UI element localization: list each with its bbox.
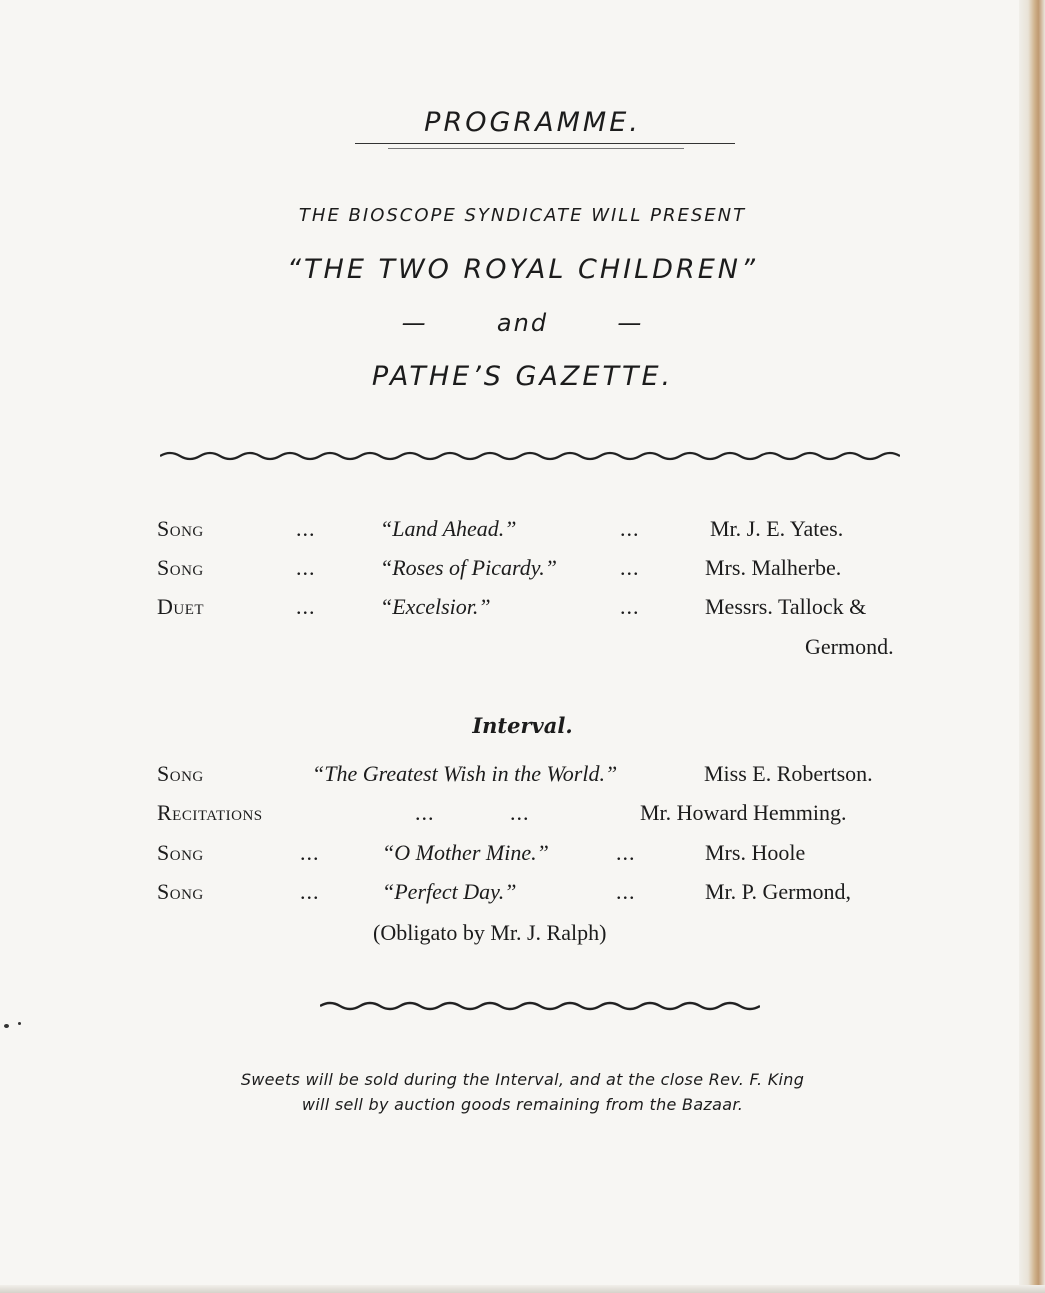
leader-dots: ... (616, 840, 636, 865)
item-type: Song (157, 840, 204, 865)
dash-left: — (401, 309, 428, 337)
obligato-note: (Obligato by Mr. J. Ralph) (373, 920, 607, 945)
leader-dots: ... (620, 594, 640, 619)
programme-heading: PROGRAMME. (424, 107, 641, 138)
item-title: “The Greatest Wish in the World.” (312, 761, 618, 786)
item-title: “Roses of Picardy.” (380, 555, 558, 580)
item-title: “Land Ahead.” (380, 516, 517, 541)
paper-speck (18, 1022, 21, 1025)
leader-dots: ... (300, 840, 320, 865)
film-title: “THE TWO ROYAL CHILDREN” (287, 254, 758, 285)
leader-dots: ... (296, 594, 316, 619)
item-performer-continued: Germond. (805, 634, 894, 659)
leader-dots: ... (300, 879, 320, 904)
item-performer: Mr. Howard Hemming. (640, 800, 847, 825)
wavy-divider-top (160, 446, 900, 466)
programme-row (0, 761, 1045, 791)
programme-row-continuation (0, 634, 1045, 664)
leader-dots: ... (296, 516, 316, 541)
obligato-note-row (0, 920, 1045, 950)
programme-row (0, 800, 1045, 830)
and-word: and (496, 309, 549, 337)
item-type: Song (157, 761, 204, 786)
programme-row (0, 555, 1045, 585)
programme-row (0, 840, 1045, 870)
leader-dots: ... (620, 516, 640, 541)
item-type: Song (157, 555, 204, 580)
item-performer: Messrs. Tallock & (705, 594, 867, 619)
item-title: “Excelsior.” (380, 594, 491, 619)
paper-speck (4, 1024, 9, 1028)
item-performer: Mr. P. Germond, (705, 879, 852, 904)
footnote-line-2: will sell by auction goods remaining from the Bazaar. (301, 1095, 744, 1114)
footnote (0, 1067, 1045, 1117)
programme-row (0, 879, 1045, 909)
leader-dots: ... (620, 555, 640, 580)
item-type: Duet (157, 594, 205, 619)
item-title: “Perfect Day.” (382, 879, 517, 904)
item-type: Song (157, 879, 204, 904)
and-line (0, 309, 1045, 337)
second-title: PATHE’S GAZETTE. (371, 361, 674, 392)
interval-heading: Interval. (472, 713, 573, 738)
wavy-divider-bottom (320, 996, 760, 1016)
heading-underline-short (388, 148, 684, 149)
paper-edge-bottom (0, 1285, 1045, 1293)
footnote-line-1: Sweets will be sold during the Interval, and at the close Rev. F. King (240, 1070, 805, 1089)
leader-dots: ... (510, 800, 530, 825)
leader-dots: ... (296, 555, 316, 580)
item-performer: Mrs. Malherbe. (705, 555, 842, 580)
presenter-line: THE BIOSCOPE SYNDICATE WILL PRESENT (298, 205, 747, 226)
leader-dots: ... (415, 800, 435, 825)
heading-underline (355, 143, 735, 144)
item-type: Song (157, 516, 204, 541)
dash-right: — (617, 309, 644, 337)
programme-row (0, 516, 1045, 546)
item-performer: Mr. J. E. Yates. (710, 516, 844, 541)
programme-row (0, 594, 1045, 624)
leader-dots: ... (616, 879, 636, 904)
item-type: Recitations (157, 800, 263, 825)
item-performer: Miss E. Robertson. (704, 761, 873, 786)
item-title: “O Mother Mine.” (382, 840, 549, 865)
item-performer: Mrs. Hoole (705, 840, 806, 865)
